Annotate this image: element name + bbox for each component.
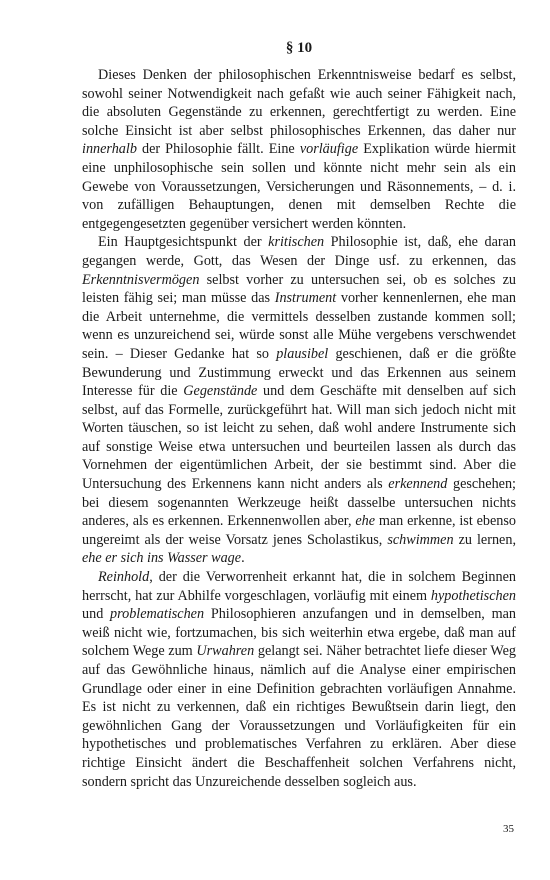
emphasized-text: plausibel — [276, 345, 329, 362]
text-run: geschienen, daß er die größte Bewunderung und Zustimmung erweckt und das Erkennen aus seinem Interesse für die — [82, 345, 516, 400]
page-content — [82, 38, 516, 791]
text-run: man erkenne, ist ebenso ungereimt als der weise Vorsatz jenes Scholastikus, — [82, 513, 516, 548]
emphasized-text: ehe er sich ins Wasser wage — [82, 550, 242, 567]
text-run: Philosophie ist, daß, ehe daran gegangen werde, Gott, das Wesen der Dinge usf. zu erkennen, das — [82, 234, 517, 269]
emphasized-text: hypothetischen — [430, 587, 516, 604]
text-run: und — [82, 606, 111, 623]
paragraph-2 — [82, 233, 516, 568]
emphasized-text: erkennend — [388, 476, 448, 493]
text-run: vorher kennenlernen, ehe man die Arbeit unternehme, die vermittels desselben zustande kommen soll; wenn es unzureichend sei, würde sonst alle Mühe vergebens verschwendet sein. – Dieser Gedanke hat so — [82, 290, 516, 362]
paragraph-3 — [82, 568, 516, 791]
emphasized-text: Erkenntnisvermögen — [82, 271, 200, 288]
text-run: . — [241, 550, 245, 567]
text-run: zu lernen, — [453, 531, 516, 548]
text-run: und dem Geschäfte mit denselben auf sich selbst, auf das Formelle, zurückgeführt hat. Will man sich jedoch nicht mit Worten täuschen, so ist leicht zu sehen, daß wohl andere Instrumente sich auf sonstige Weise etwa untersuchen und beurteilen lassen als durch das Vornehmen der eigentümlichen Arbeit, der sie bestimmt sind. Aber die Untersuchung des Erkennens kann nicht anders als — [82, 383, 517, 493]
emphasized-text: schwimmen — [387, 531, 454, 548]
emphasized-text: Reinhold — [98, 569, 150, 586]
emphasized-text: vorläufige — [299, 141, 359, 158]
text-run: gelangt sei. Näher betrachtet liefe dieser Weg auf das Gewöhnliche hinaus, nämlich auf die Analyse einer empirischen Grundlage oder einer in eine Definition gebrachten vorläufigen Annahme. Es ist nicht zu verkennen, daß ein richtiges Bewußtsein darin liegt, den gewöhnlichen Gang der Voraussetzungen und Vorläufigkeiten für ein hypothetisches und problematisches Verfahren zu erklären. Aber diese richtige Einsicht ändert die Beschaffenheit solchen Verfahrens nicht, sondern spricht das Unzureichende desselben sogleich aus. — [82, 643, 516, 790]
section-heading: § 10 — [285, 40, 313, 56]
text-run: Ein Hauptgesichtspunkt der — [98, 234, 269, 251]
text-run: Explikation würde hiermit eine unphilosophische sein sollen und könnte nicht mehr sein als ein Gewebe von Voraussetzungen, Versicherungen und Räsonnements, – d. i. von zufälligen Behauptungen, denen mit demselben Rechte die entgegengesetzten gegenüber versichert werden könnten. — [82, 141, 516, 232]
emphasized-text: Instrument — [274, 290, 337, 307]
emphasized-text: ehe — [355, 513, 376, 530]
text-run: selbst vorher zu untersuchen sei, ob es solches zu leisten fähig sei; man müsse das — [82, 271, 516, 307]
emphasized-text: Gegenstände — [183, 383, 258, 400]
emphasized-text: innerhalb — [82, 141, 137, 158]
text-run: geschehen; bei diesem sogenannten Werkzeuge heißt dasselbe untersuchen nichts anderes, als es erkennen. Erkennenwollen aber, — [82, 476, 516, 530]
emphasized-text: Urwahren — [196, 643, 255, 660]
emphasized-text: problematischen — [110, 606, 205, 623]
text-run: Dieses Denken der philosophischen Erkenntnisweise bedarf es selbst, sowohl seiner Notwendigkeit nach gefaßt wie auch seiner Fähigkeit nach, die absoluten Gegenstände zu erkennen, gerechtfertigt zu werden. Eine solche Einsicht ist aber selbst philosophisches Erkennen, das daher nur — [82, 67, 516, 139]
emphasized-text: kritischen — [268, 234, 325, 251]
page-number: 35 — [503, 823, 514, 835]
text-run: der Philosophie fällt. Eine — [136, 141, 300, 158]
paragraph-1 — [82, 66, 516, 233]
text-run: Philosophieren anzufangen und in demselben, man weiß nicht wie, fortzumachen, bis sich weiterhin etwa ergebe, daß man auf solchem Wege zum — [82, 606, 516, 660]
text-run: , der die Verworrenheit erkannt hat, die in solchem Beginnen herrscht, hat zur Abhilfe vorgeschlagen, vorläufig mit einem — [82, 569, 516, 604]
